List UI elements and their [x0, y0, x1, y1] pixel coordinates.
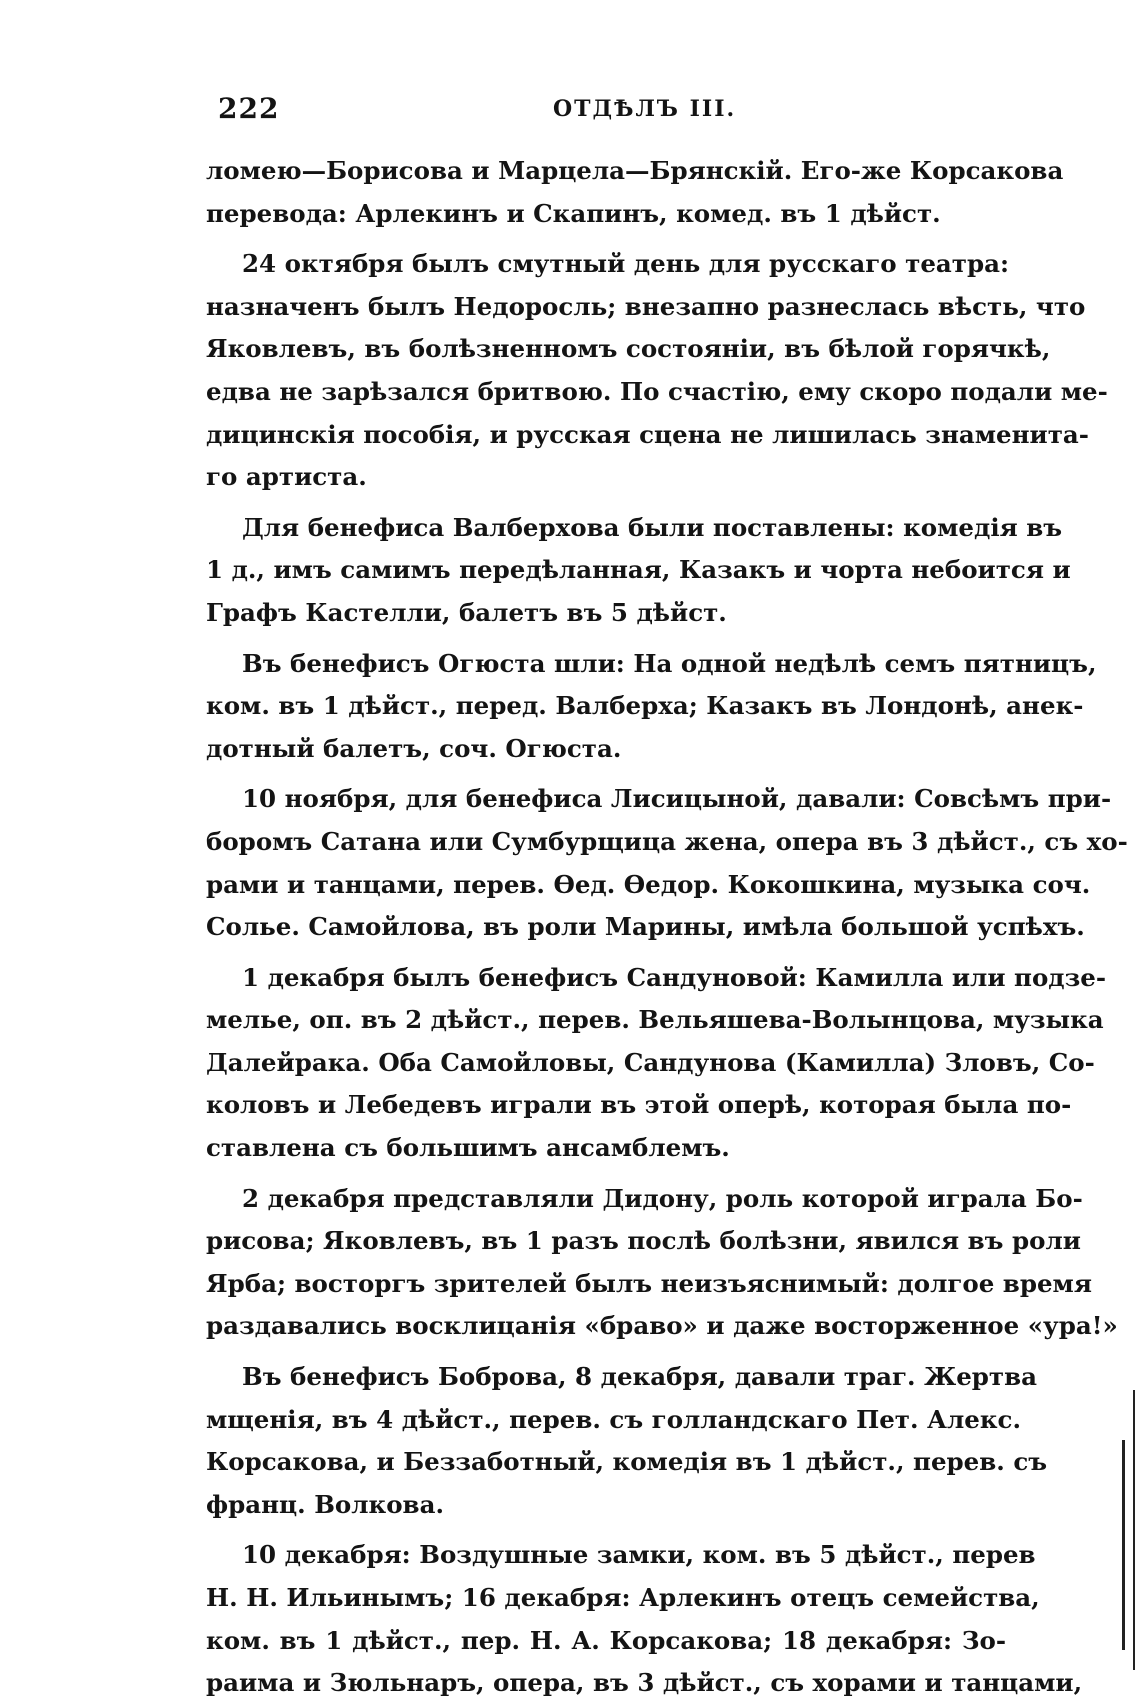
body-text	[206, 150, 1128, 1705]
text-line: франц. Волкова.	[206, 1489, 444, 1519]
text-line: дицинскія пособія, и русская сцена не лишилась знаменита-	[206, 419, 1089, 449]
text-line: рисова; Яковлевъ, въ 1 разъ послѣ болѣзни, явился въ роли	[206, 1226, 1081, 1256]
text-line: мелье, оп. въ 2 дѣйст., перев. Вельяшева-Волынцова, музыка	[206, 1005, 1104, 1035]
text-line: 1 декабря былъ бенефисъ Сандуновой: Камилла или подзе-	[242, 962, 1107, 992]
text-line: Ярба; восторгъ зрителей былъ неизъяснимый: долгое время	[206, 1268, 1092, 1298]
text-line: перевода: Арлекинъ и Скапинъ, комед. въ 1 дѣйст.	[206, 198, 941, 228]
text-line: 10 декабря: Воздушные замки, ком. въ 5 дѣйст., перев	[242, 1540, 1036, 1570]
text-line: дотный балетъ, соч. Огюста.	[206, 733, 622, 763]
text-line: Графъ Кастелли, балетъ въ 5 дѣйст.	[206, 597, 727, 627]
text-line: коловъ и Лебедевъ играли въ этой оперѣ, которая была по-	[206, 1090, 1072, 1120]
text-line: Солье. Самойлова, въ роли Марины, имѣла большой успѣхъ.	[206, 912, 1085, 942]
text-line: раима и Зюльнаръ, опера, въ 3 дѣйст., съ хорами и танцами,	[206, 1668, 1083, 1698]
text-line: 1 д., имъ самимъ передѣланная, Казакъ и чорта небоится и	[206, 555, 1071, 585]
text-line: Въ бенефисъ Огюста шли: На одной недѣлѣ семъ пятницъ,	[242, 648, 1097, 678]
scan-artifact-line	[1122, 1440, 1125, 1650]
text-line: ломею—Борисова и Марцела—Брянскій. Его-же Корсакова	[206, 156, 1064, 185]
text-line: Далейрака. Оба Самойловы, Сандунова (Камилла) Зловъ, Со-	[206, 1047, 1095, 1077]
text-line: Корсакова, и Беззаботный, комедія въ 1 дѣйст., перев. съ	[206, 1447, 1048, 1477]
text-line: Н. Н. Ильинымъ; 16 декабря: Арлекинъ отецъ семейства,	[206, 1583, 1040, 1612]
text-line: назначенъ былъ Недоросль; внезапно разнеслась вѣсть, что	[206, 291, 1086, 321]
page-number: 222	[218, 92, 280, 125]
text-line: Яковлевъ, въ болѣзненномъ состояніи, въ бѣлой горячкѣ,	[206, 334, 1051, 364]
text-line: боромъ Сатана или Сумбурщица жена, опера въ 3 дѣйст., съ хо-	[206, 826, 1128, 856]
text-line: 24 октября былъ смутный день для русскаго театра:	[242, 249, 1010, 279]
text-line: 2 декабря представляли Дидону, роль которой играла Бо-	[242, 1183, 1083, 1213]
running-head	[218, 92, 998, 132]
text-line: ком. въ 1 дѣйст., перед. Валберха; Казакъ въ Лондонѣ, анек-	[206, 691, 1084, 721]
text-line: Для бенефиса Валберхова были поставлены: комедія въ	[242, 512, 1063, 542]
text-line: раздавались восклицанія «браво» и даже восторженное «ура!»	[206, 1311, 1118, 1341]
scan-artifact-line	[1133, 1390, 1135, 1670]
text-line: Въ бенефисъ Боброва, 8 декабря, давали траг. Жертва	[242, 1362, 1038, 1392]
text-line: го артиста.	[206, 462, 367, 492]
text-line: рами и танцами, перев. Ѳед. Ѳедор. Кокошкина, музыка соч.	[206, 869, 1091, 899]
text-line: ком. въ 1 дѣйст., пер. Н. А. Корсакова; 18 декабря: Зо-	[206, 1625, 1006, 1655]
text-line: ставлена съ большимъ ансамблемъ.	[206, 1133, 730, 1163]
text-line: 10 ноября, для бенефиса Лисицыной, давали: Совсѣмъ при-	[242, 784, 1112, 814]
text-line: едва не зарѣзался бритвою. По счастію, ему скоро подали ме-	[206, 376, 1108, 406]
text-line: мщенія, въ 4 дѣйст., перев. съ голландскаго Пет. Алекс.	[206, 1404, 1022, 1434]
section-title: ОТДѢЛЪ III.	[553, 96, 737, 122]
